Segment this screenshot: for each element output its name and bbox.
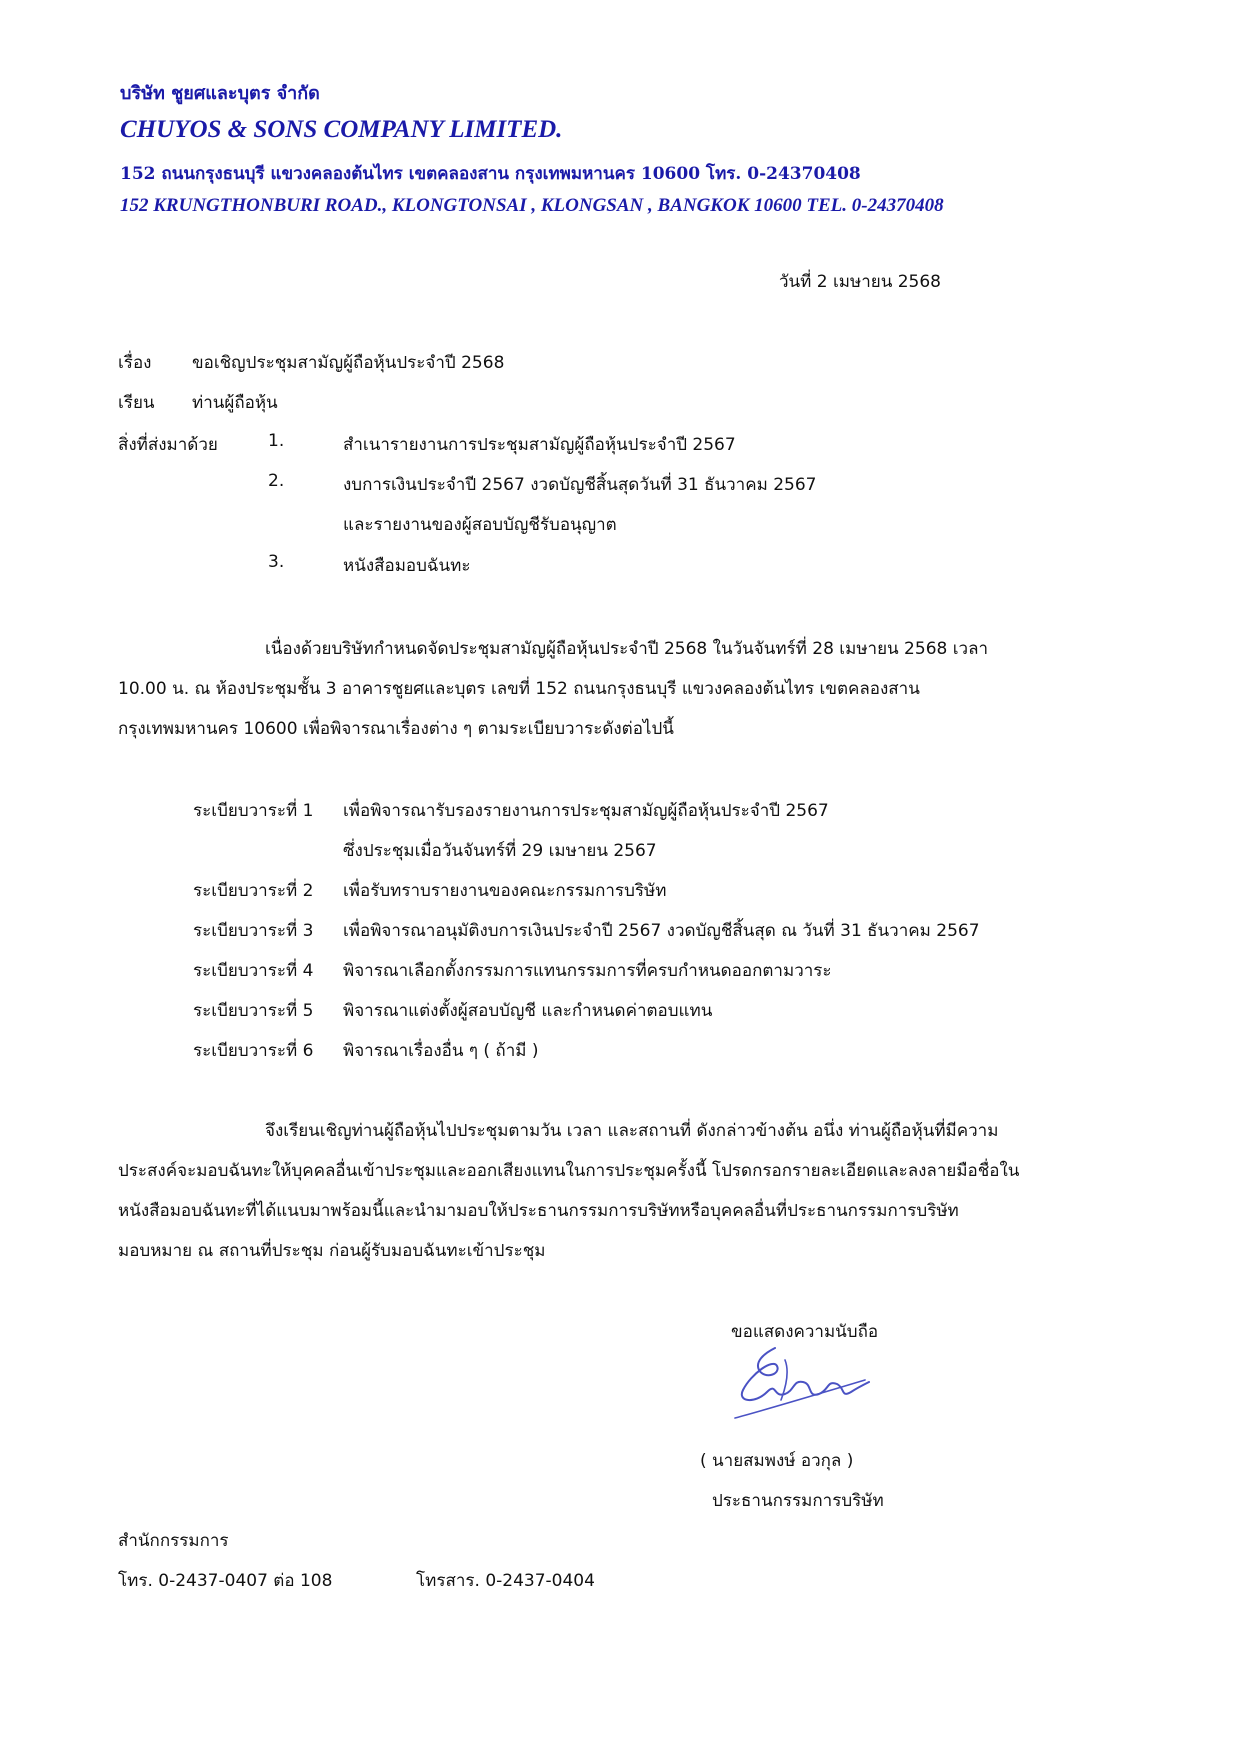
- invitation-line: ประสงค์จะมอบฉันทะให้บุคคลอื่นเข้าประชุมและออกเสียงแทนในการประชุมครั้งนี้ โปรดกรอกรายละเอียดและลงลายมือชื่อใน: [118, 1161, 1020, 1181]
- subject-text: ขอเชิญประชุมสามัญผู้ถือหุ้นประจำปี 2568: [192, 353, 505, 373]
- agenda-label: ระเบียบวาระที่ 3: [193, 921, 314, 941]
- recipient-label: เรียน: [118, 393, 155, 413]
- intro-line: 10.00 น. ณ ห้องประชุมชั้น 3 อาคารชูยศและบุตร เลขที่ 152 ถนนกรุงธนบุรี แขวงคลองต้นไทร เขตคลองสาน: [118, 679, 920, 699]
- agenda-text: เพื่อรับทราบรายงานของคณะกรรมการบริษัท: [343, 881, 667, 901]
- intro-line: กรุงเทพมหานคร 10600 เพื่อพิจารณาเรื่องต่าง ๆ ตามระเบียบวาระดังต่อไปนี้: [118, 719, 674, 739]
- enclosure-text: และรายงานของผู้สอบบัญชีรับอนุญาต: [343, 515, 617, 535]
- agenda-label: ระเบียบวาระที่ 1: [193, 801, 314, 821]
- agenda-text: เพื่อพิจารณารับรองรายงานการประชุมสามัญผู้ถือหุ้นประจำปี 2567: [343, 801, 829, 821]
- footer-fax: โทรสาร. 0-2437-0404: [416, 1571, 595, 1591]
- agenda-text: พิจารณาแต่งตั้งผู้สอบบัญชี และกำหนดค่าตอบแทน: [343, 1001, 713, 1021]
- enclosure-text: หนังสือมอบฉันทะ: [343, 556, 471, 576]
- footer-phone: โทร. 0-2437-0407 ต่อ 108: [118, 1571, 333, 1591]
- agenda-label: ระเบียบวาระที่ 2: [193, 881, 314, 901]
- invitation-line: หนังสือมอบฉันทะที่ได้แนบมาพร้อมนี้และนำมามอบให้ประธานกรรมการบริษัทหรือบุคคลอื่นที่ประธานกรรมการบริษัท: [118, 1201, 959, 1221]
- enclosure-number: 1.: [268, 431, 285, 451]
- company-address-thai: 152 ถนนกรุงธนบุรี แขวงคลองต้นไทร เขตคลองสาน กรุงเทพมหานคร 10600 โทร. 0-24370408: [120, 164, 861, 184]
- enclosure-text: สำเนารายงานการประชุมสามัญผู้ถือหุ้นประจำปี 2567: [343, 435, 736, 455]
- invitation-line: จึงเรียนเชิญท่านผู้ถือหุ้นไปประชุมตามวัน เวลา และสถานที่ ดังกล่าวข้างต้น อนึ่ง ท่านผู้ถือหุ้นที่มีความ: [265, 1121, 999, 1141]
- letter-date: วันที่ 2 เมษายน 2568: [778, 272, 941, 292]
- agenda-label: ระเบียบวาระที่ 6: [193, 1041, 314, 1061]
- subject-label: เรื่อง: [118, 353, 152, 373]
- enclosure-number: 2.: [268, 471, 285, 491]
- intro-line: เนื่องด้วยบริษัทกำหนดจัดประชุมสามัญผู้ถือหุ้นประจำปี 2568 ในวันจันทร์ที่ 28 เมษายน 2568 เวลา: [265, 639, 989, 659]
- handwritten-signature: [715, 1340, 875, 1430]
- agenda-text: เพื่อพิจารณาอนุมัติงบการเงินประจำปี 2567 งวดบัญชีสิ้นสุด ณ วันที่ 31 ธันวาคม 2567: [343, 921, 980, 941]
- company-name-english: CHUYOS & SONS COMPANY LIMITED.: [120, 116, 563, 143]
- agenda-text: พิจารณาเรื่องอื่น ๆ ( ถ้ามี ): [343, 1041, 539, 1061]
- company-address-english: 152 KRUNGTHONBURI ROAD., KLONGTONSAI , KLONGSAN , BANGKOK 10600 TEL. 0-24370408: [120, 195, 944, 216]
- agenda-label: ระเบียบวาระที่ 5: [193, 1001, 314, 1021]
- enclosures-label: สิ่งที่ส่งมาด้วย: [118, 435, 218, 455]
- invitation-line: มอบหมาย ณ สถานที่ประชุม ก่อนผู้รับมอบฉันทะเข้าประชุม: [118, 1241, 546, 1261]
- agenda-text: พิจารณาเลือกตั้งกรรมการแทนกรรมการที่ครบกำหนดออกตามวาระ: [343, 961, 832, 981]
- enclosure-text: งบการเงินประจำปี 2567 งวดบัญชีสิ้นสุดวันที่ 31 ธันวาคม 2567: [343, 475, 817, 495]
- recipient-text: ท่านผู้ถือหุ้น: [192, 393, 278, 413]
- agenda-label: ระเบียบวาระที่ 4: [193, 961, 314, 981]
- signer-name: ( นายสมพงษ์ อวกุล ): [700, 1451, 854, 1471]
- footer-department: สำนักกรรมการ: [118, 1531, 229, 1551]
- closing-text: ขอแสดงความนับถือ: [731, 1322, 879, 1342]
- signer-title: ประธานกรรมการบริษัท: [712, 1491, 884, 1511]
- company-name-thai: บริษัท ชูยศและบุตร จำกัด: [120, 83, 320, 104]
- agenda-text: ซึ่งประชุมเมื่อวันจันทร์ที่ 29 เมษายน 2567: [343, 841, 657, 861]
- enclosure-number: 3.: [268, 552, 285, 572]
